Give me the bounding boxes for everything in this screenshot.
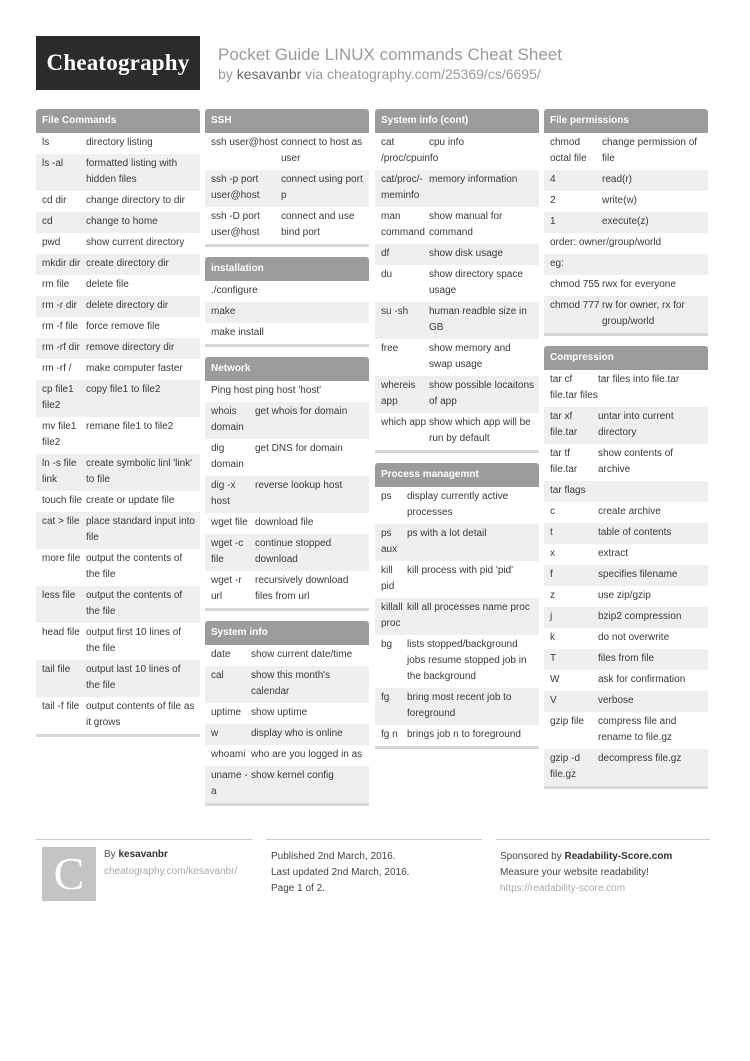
table-row: [205, 666, 369, 703]
description-cell: show this month's calendar: [251, 670, 331, 697]
section-rows: [544, 133, 708, 333]
command-cell: ssh -p port user@host: [211, 174, 260, 201]
description-cell: delete file: [86, 279, 129, 290]
description-cell: recursively download files from url: [255, 575, 349, 602]
description-cell: show uptime: [251, 707, 308, 718]
table-row: [544, 233, 708, 254]
description-cell: get whois for domain: [255, 406, 348, 417]
command-cell: rm file: [42, 279, 70, 290]
description-cell: create directory dir: [86, 258, 169, 269]
section-ssh: [205, 109, 369, 247]
description-cell: verbose: [598, 695, 634, 706]
table-row: [544, 607, 708, 628]
table-row: [36, 191, 200, 212]
footer-divider: [496, 839, 710, 840]
sponsor-line: [500, 849, 672, 865]
table-row: [36, 512, 200, 549]
table-row: [205, 476, 369, 513]
command-cell: cat/proc/-meminfo: [381, 174, 423, 201]
table-row: [36, 359, 200, 380]
description-cell: bzip2 compression: [598, 611, 682, 622]
column-1: [36, 109, 200, 747]
section-compression: [544, 346, 708, 789]
description-cell: ping host 'host': [255, 385, 322, 396]
command-cell: c: [550, 506, 555, 517]
description-cell: ps with a lot detail: [407, 528, 487, 539]
description-cell: who are you logged in as: [251, 749, 363, 760]
command-cell: cp file1 file2: [42, 384, 74, 411]
command-cell: less file: [42, 590, 76, 601]
footer-by-label: By: [104, 849, 116, 860]
published-date: Published 2nd March, 2016.: [271, 851, 396, 862]
description-cell: output contents of file as it grows: [86, 701, 195, 728]
command-cell: free: [381, 343, 399, 354]
command-cell: du: [381, 269, 393, 280]
table-row: [375, 207, 539, 244]
table-row: [375, 635, 539, 688]
command-cell: gzip -d file.gz: [550, 753, 581, 780]
description-cell: bring most recent job to foreground: [407, 692, 512, 719]
description-cell: show directory space usage: [429, 269, 523, 296]
table-row: [544, 444, 708, 481]
sponsor-label: Sponsored by: [500, 851, 562, 862]
table-row: [544, 254, 708, 275]
description-cell: execute(z): [602, 216, 649, 227]
command-cell: ssh -D port user@host: [211, 211, 260, 238]
command-cell: pwd: [42, 237, 61, 248]
table-row: [544, 712, 708, 749]
description-cell: force remove file: [86, 321, 160, 332]
description-cell: make computer faster: [86, 363, 183, 374]
sponsor-url-link[interactable]: https://readability-score.com: [500, 883, 626, 894]
by-word: by: [218, 66, 233, 82]
table-row: [205, 281, 369, 302]
table-row: [375, 413, 539, 450]
command-cell: ./configure: [211, 285, 258, 296]
table-row: [544, 691, 708, 712]
description-cell: show possible locaitons of app: [429, 380, 535, 407]
command-cell: T: [550, 653, 557, 664]
table-row: [544, 370, 708, 407]
description-cell: change permission of file: [602, 137, 698, 164]
description-cell: output the contents of the file: [86, 553, 183, 580]
table-row: [205, 170, 369, 207]
command-cell: touch file: [42, 495, 83, 506]
table-row: [375, 265, 539, 302]
section-rows: [375, 487, 539, 746]
sheet-url-link[interactable]: cheatography.com/25369/cs/6695/: [326, 66, 541, 82]
section-file-permissions: [544, 109, 708, 336]
table-row: [205, 571, 369, 608]
section-title: Compression: [544, 346, 708, 370]
table-row: [36, 380, 200, 417]
command-cell: uptime: [211, 707, 242, 718]
table-row: [205, 745, 369, 766]
section-network: [205, 357, 369, 611]
description-cell: rwx for everyone: [602, 279, 676, 290]
description-cell: brings job n to foreground: [407, 729, 521, 740]
table-row: [36, 586, 200, 623]
command-cell: killall proc: [381, 602, 403, 629]
description-cell: connect using port p: [281, 174, 363, 201]
footer-divider: [36, 839, 252, 840]
table-row: [205, 402, 369, 439]
section-rows: [205, 645, 369, 803]
command-cell: tar flags: [550, 485, 586, 496]
table-row: [544, 749, 708, 786]
description-cell: create symbolic linl 'link' to file: [86, 458, 193, 485]
command-cell: whoami: [211, 749, 246, 760]
command-cell: Ping host: [211, 385, 253, 396]
table-row: [36, 338, 200, 359]
description-cell: copy file1 to file2: [86, 384, 161, 395]
description-cell: do not overwrite: [598, 632, 670, 643]
command-cell: ls -al: [42, 158, 64, 169]
description-cell: display who is online: [251, 728, 343, 739]
footer-sponsor: [500, 849, 672, 897]
description-cell: lists stopped/background jobs resume stopped job in the background: [407, 639, 527, 682]
section-rows: [205, 381, 369, 608]
command-cell: wget -c file: [211, 538, 244, 565]
section-title: System info: [205, 621, 369, 645]
sponsor-name[interactable]: Readability-Score.com: [564, 851, 673, 862]
command-cell: 4: [550, 174, 556, 185]
command-cell: eg:: [550, 258, 564, 269]
description-cell: show current directory: [86, 237, 185, 248]
description-cell: human readble size in GB: [429, 306, 527, 333]
command-cell: wget file: [211, 517, 248, 528]
command-cell: dig domain: [211, 443, 244, 470]
table-row: [36, 697, 200, 734]
section-installation: [205, 257, 369, 347]
table-row: [36, 275, 200, 296]
table-row: [544, 191, 708, 212]
table-row: [36, 660, 200, 697]
description-cell: show contents of archive: [598, 448, 674, 475]
section-title: System info (cont): [375, 109, 539, 133]
page-number: Page 1 of 2.: [271, 883, 325, 894]
description-cell: ask for confirmation: [598, 674, 686, 685]
command-cell: 1: [550, 216, 556, 227]
section-rows: [205, 133, 369, 244]
command-cell: rm -rf /: [42, 363, 72, 374]
command-cell: ps aux: [381, 528, 398, 555]
command-cell: kill pid: [381, 565, 395, 592]
command-cell: whereis app: [381, 380, 416, 407]
command-cell: chmod 777: [550, 300, 600, 311]
command-cell: ssh user@host: [211, 137, 278, 148]
table-row: [205, 724, 369, 745]
command-cell: rm -r dir: [42, 300, 77, 311]
table-row: [205, 439, 369, 476]
table-row: [544, 212, 708, 233]
command-cell: man command: [381, 211, 425, 238]
description-cell: output the contents of the file: [86, 590, 183, 617]
command-cell: order: owner/group/world: [550, 237, 662, 248]
table-row: [205, 534, 369, 571]
table-row: [375, 598, 539, 635]
table-row: [544, 565, 708, 586]
description-cell: remane file1 to file2: [86, 421, 174, 432]
section-file-commands: [36, 109, 200, 737]
section-rows: [544, 370, 708, 786]
byline: [218, 66, 541, 82]
column-2: [205, 109, 369, 816]
command-cell: uname -a: [211, 770, 248, 797]
command-cell: fg: [381, 692, 390, 703]
table-row: [205, 381, 369, 402]
table-row: [375, 302, 539, 339]
section-process-management: [375, 463, 539, 749]
description-cell: download file: [255, 517, 314, 528]
section-rows: [375, 133, 539, 450]
table-row: [544, 407, 708, 444]
command-cell: 2: [550, 195, 556, 206]
command-cell: tar cf file.tar files: [550, 374, 598, 401]
command-cell: x: [550, 548, 555, 559]
table-row: [36, 454, 200, 491]
section-title: SSH: [205, 109, 369, 133]
table-row: [544, 628, 708, 649]
table-row: [375, 725, 539, 746]
command-cell: k: [550, 632, 555, 643]
description-cell: remove directory dir: [86, 342, 175, 353]
description-cell: get DNS for domain: [255, 443, 343, 454]
command-cell: date: [211, 649, 231, 660]
table-row: [544, 670, 708, 691]
description-cell: output last 10 lines of the file: [86, 664, 181, 691]
table-row: [205, 207, 369, 244]
command-cell: ln -s file link: [42, 458, 77, 485]
table-row: [205, 133, 369, 170]
sponsor-tagline: Measure your website readability!: [500, 867, 649, 878]
table-row: [36, 623, 200, 660]
description-cell: connect and use bind port: [281, 211, 355, 238]
description-cell: specifies filename: [598, 569, 678, 580]
table-row: [375, 339, 539, 376]
table-row: [205, 645, 369, 666]
table-row: [205, 703, 369, 724]
description-cell: extract: [598, 548, 629, 559]
command-cell: more file: [42, 553, 81, 564]
description-cell: show manual for command: [429, 211, 503, 238]
table-row: [36, 296, 200, 317]
section-system-info: [205, 621, 369, 806]
command-cell: t: [550, 527, 553, 538]
table-row: [36, 317, 200, 338]
table-row: [36, 133, 200, 154]
command-cell: su -sh: [381, 306, 409, 317]
command-cell: cat /proc/cpuinfo: [381, 137, 439, 164]
table-row: [544, 523, 708, 544]
command-cell: mv file1 file2: [42, 421, 77, 448]
command-cell: rm -rf dir: [42, 342, 80, 353]
command-cell: gzip file: [550, 716, 584, 727]
description-cell: show kernel config: [251, 770, 334, 781]
description-cell: write(w): [602, 195, 637, 206]
footer-publish-info: [271, 849, 409, 897]
command-cell: dig -x host: [211, 480, 236, 507]
description-cell: cpu info: [429, 137, 465, 148]
description-cell: change directory to dir: [86, 195, 185, 206]
table-row: [375, 487, 539, 524]
author-link[interactable]: kesavanbr: [236, 66, 302, 82]
table-row: [544, 649, 708, 670]
command-cell: whois domain: [211, 406, 244, 433]
table-row: [375, 524, 539, 561]
section-title: Process managemnt: [375, 463, 539, 487]
description-cell: use zip/gzip: [598, 590, 651, 601]
command-cell: V: [550, 695, 557, 706]
command-cell: rm -f file: [42, 321, 79, 332]
footer-author: [104, 849, 168, 860]
description-cell: untar into current directory: [598, 411, 674, 438]
command-cell: tar tf file.tar: [550, 448, 578, 475]
description-cell: output first 10 lines of the file: [86, 627, 182, 654]
description-cell: show memory and swap usage: [429, 343, 511, 370]
command-cell: cal: [211, 670, 224, 681]
command-cell: cd dir: [42, 195, 67, 206]
description-cell: change to home: [86, 216, 158, 227]
description-cell: rw for owner, rx for group/world: [602, 300, 685, 327]
table-row: [205, 766, 369, 803]
description-cell: create archive: [598, 506, 661, 517]
description-cell: reverse lookup host: [255, 480, 343, 491]
command-cell: tar xf file.tar: [550, 411, 578, 438]
command-cell: z: [550, 590, 555, 601]
table-row: [375, 133, 539, 170]
command-cell: chmod 755: [550, 279, 600, 290]
command-cell: ps: [381, 491, 392, 502]
command-cell: cd: [42, 216, 53, 227]
description-cell: create or update file: [86, 495, 175, 506]
section-title: File Commands: [36, 109, 200, 133]
description-cell: compress file and rename to file.gz: [598, 716, 677, 743]
description-cell: show disk usage: [429, 248, 503, 259]
table-row: [36, 549, 200, 586]
footer-author-name[interactable]: kesavanbr: [118, 849, 168, 860]
table-row: [36, 154, 200, 191]
description-cell: place standard input into file: [86, 516, 195, 543]
section-system-info-cont: [375, 109, 539, 453]
command-cell: mkdir dir: [42, 258, 81, 269]
column-4: [544, 109, 708, 799]
description-cell: continue stopped download: [255, 538, 332, 565]
description-cell: formatted listing with hidden files: [86, 158, 178, 185]
description-cell: read(r): [602, 174, 633, 185]
table-row: [36, 212, 200, 233]
section-title: Network: [205, 357, 369, 381]
footer-author-link[interactable]: cheatography.com/kesavanbr/: [104, 866, 238, 877]
description-cell: kill all processes name proc: [407, 602, 530, 613]
section-rows: [36, 133, 200, 734]
description-cell: memory information: [429, 174, 518, 185]
column-3: [375, 109, 539, 759]
table-row: [544, 544, 708, 565]
section-rows: [205, 281, 369, 344]
command-cell: tail -f file: [42, 701, 80, 712]
table-row: [375, 170, 539, 207]
table-row: [544, 170, 708, 191]
command-cell: which app: [381, 417, 427, 428]
description-cell: delete directory dir: [86, 300, 169, 311]
footer-divider: [266, 839, 482, 840]
command-cell: bg: [381, 639, 393, 650]
description-cell: table of contents: [598, 527, 672, 538]
table-row: [36, 254, 200, 275]
description-cell: connect to host as user: [281, 137, 363, 164]
section-title: File permissions: [544, 109, 708, 133]
command-cell: j: [550, 611, 553, 622]
table-row: [375, 688, 539, 725]
via-word: via: [305, 66, 324, 82]
updated-date: Last updated 2nd March, 2016.: [271, 867, 410, 878]
description-cell: files from file: [598, 653, 655, 664]
cheatography-logo[interactable]: Cheatography: [36, 36, 200, 90]
table-row: [544, 502, 708, 523]
command-cell: df: [381, 248, 390, 259]
description-cell: decompress file.gz: [598, 753, 682, 764]
table-row: [375, 561, 539, 598]
description-cell: show which app will be run by default: [429, 417, 531, 444]
table-row: [205, 302, 369, 323]
page-title: Pocket Guide LINUX commands Cheat Sheet: [218, 45, 562, 64]
command-cell: f: [550, 569, 553, 580]
description-cell: tar files into file.tar: [598, 374, 680, 385]
table-row: [544, 133, 708, 170]
description-cell: show current date/time: [251, 649, 353, 660]
command-cell: head file: [42, 627, 80, 638]
command-cell: wget -r url: [211, 575, 242, 602]
command-cell: cat > file: [42, 516, 80, 527]
description-cell: directory listing: [86, 137, 153, 148]
author-avatar[interactable]: C: [42, 847, 96, 901]
command-cell: ls: [42, 137, 50, 148]
table-row: [36, 233, 200, 254]
table-row: [544, 481, 708, 502]
command-cell: make: [211, 306, 236, 317]
table-row: [544, 275, 708, 296]
table-row: [544, 586, 708, 607]
table-row: [544, 296, 708, 333]
description-cell: display currently active processes: [407, 491, 509, 518]
table-row: [375, 376, 539, 413]
table-row: [205, 513, 369, 534]
command-cell: W: [550, 674, 560, 685]
command-cell: make install: [211, 327, 264, 338]
command-cell: fg n: [381, 729, 398, 740]
command-cell: chmod octal file: [550, 137, 587, 164]
description-cell: kill process with pid 'pid': [407, 565, 514, 576]
table-row: [375, 244, 539, 265]
table-row: [205, 323, 369, 344]
section-title: installation: [205, 257, 369, 281]
table-row: [36, 417, 200, 454]
command-cell: tail file: [42, 664, 71, 675]
command-cell: w: [211, 728, 219, 739]
table-row: [36, 491, 200, 512]
